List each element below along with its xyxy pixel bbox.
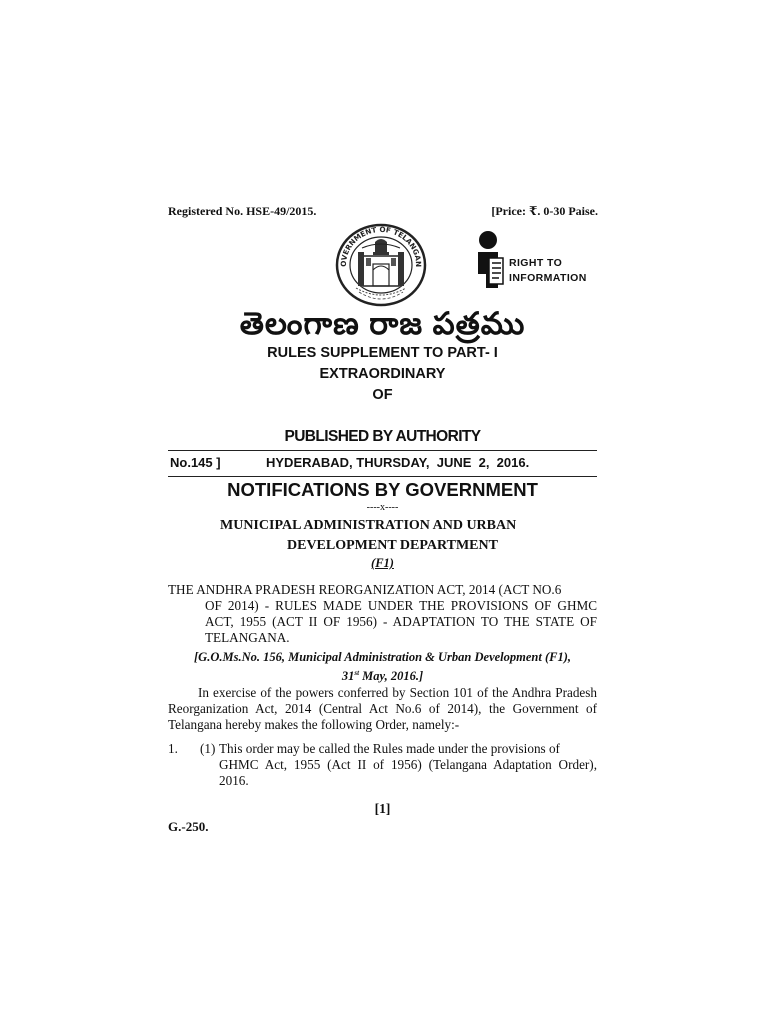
go-reference-line-2: [168, 665, 597, 684]
subtitle-line-1: RULES SUPPLEMENT TO PART- I: [267, 345, 498, 361]
go-reference: [168, 649, 597, 684]
section-title: NOTIFICATIONS BY GOVERNMENT: [227, 479, 538, 500]
seal-text: OVERNMENT OF TELANGAN: [338, 224, 424, 268]
rti-line-2: INFORMATION: [509, 272, 587, 284]
registered-number: Registered No. HSE-49/2015.: [168, 204, 317, 218]
subtitle-line-3: OF: [372, 387, 393, 403]
issue-place-date: HYDERABAD, THURSDAY, JUNE 2, 2016.: [266, 455, 530, 470]
item-subnumber: (1): [200, 741, 216, 756]
go-reference-day: 31: [341, 669, 355, 684]
go-reference-line-1: [G.O.Ms.No. 156, Municipal Administration & Urban Development (F1),: [194, 650, 571, 664]
issue-number: No.145 ]: [170, 455, 221, 470]
item-number: 1.: [168, 741, 178, 756]
rti-line-1: RIGHT TO: [509, 257, 563, 269]
item-rest: GHMC Act, 1955 (Act II of 1956) (Telangana Adaptation Order), 2016.: [219, 757, 597, 788]
go-reference-rest: May, 2016.]: [359, 669, 424, 684]
top-rule: [168, 450, 597, 451]
notification-heading-rest: OF 2014) - RULES MADE UNDER THE PROVISIONS OF GHMC ACT, 1955 (ACT II OF 1956) - ADAPTATION TO THE STATE OF TELANGANA.: [205, 598, 597, 645]
price-label: [Price: ₹. 0-30 Paise.: [491, 204, 598, 218]
gazette-title-telugu: తెలంగాణ రాజ పత్రము: [239, 306, 526, 341]
published-by-authority: PUBLISHED BY AUTHORITY: [284, 428, 481, 445]
right-to-information-logo: [475, 230, 595, 292]
page-number: [1]: [374, 801, 391, 816]
gazette-code: G.-250.: [168, 819, 209, 834]
subtitle-line-2: EXTRAORDINARY: [319, 366, 446, 382]
rti-figure-icon: [475, 230, 505, 292]
notification-body: In exercise of the powers conferred by Section 101 of the Andhra Pradesh Reorganization Act, 2014 (Central Act No.6 of 2014), the Government of Telangana hereby makes the following Order, namely:-: [168, 685, 597, 732]
bottom-rule: [168, 476, 597, 477]
item-first-line: This order may be called the Rules made under the provisions of: [219, 741, 560, 756]
notification-heading-first-line: THE ANDHRA PRADESH REORGANIZATION ACT, 2014 (ACT NO.6: [168, 582, 562, 597]
separator: ----x----: [366, 502, 399, 513]
notification-heading: [168, 582, 597, 646]
department-line-2: DEVELOPMENT DEPARTMENT: [287, 538, 498, 553]
government-seal-icon: [332, 222, 430, 308]
go-reference-sup: st: [354, 669, 360, 677]
department-code: (F1): [371, 556, 394, 570]
department-line-1: MUNICIPAL ADMINISTRATION AND URBAN: [220, 518, 517, 533]
